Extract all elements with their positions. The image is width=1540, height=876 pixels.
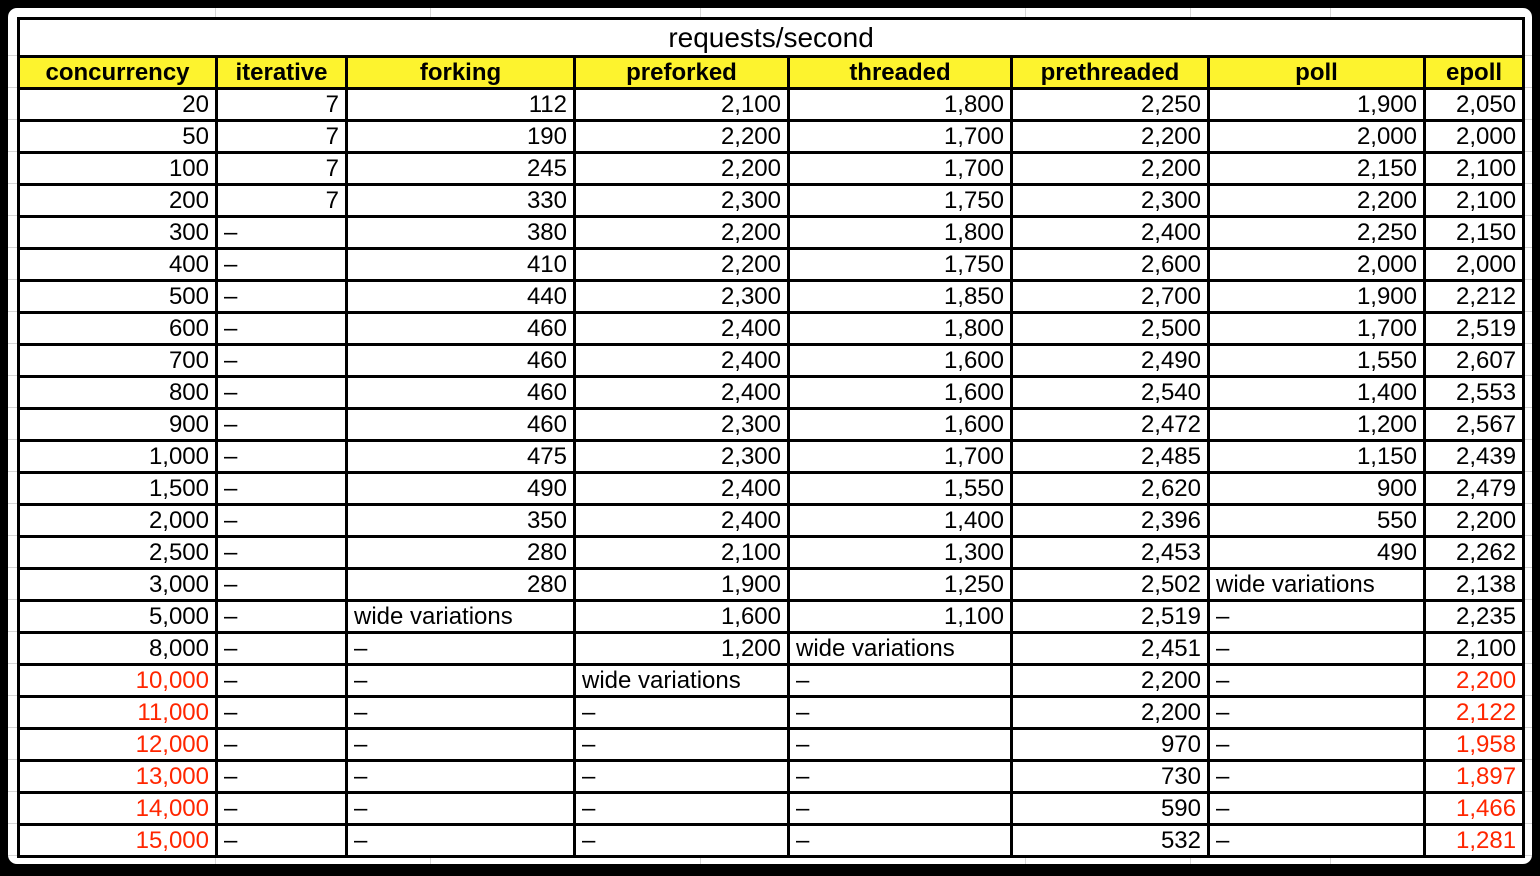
table-cell[interactable]: 2,100 [1425,153,1524,185]
table-cell[interactable]: 2,235 [1425,601,1524,633]
table-cell[interactable]: 2,000 [1209,121,1425,153]
table-cell[interactable]: 2,300 [575,185,789,217]
table-cell[interactable]: wide variations [1209,569,1425,601]
table-cell[interactable]: 5,000 [19,601,217,633]
spreadsheet-background [8,8,1532,864]
table-cell[interactable]: – [217,793,347,825]
table-cell[interactable]: 100 [19,153,217,185]
table-cell[interactable]: 2,200 [1209,185,1425,217]
table-cell[interactable]: 2,567 [1425,409,1524,441]
table-cell[interactable]: 2,485 [1012,441,1209,473]
table-cell[interactable]: 2,100 [575,89,789,121]
table-cell[interactable]: – [217,473,347,505]
table-cell[interactable]: 2,620 [1012,473,1209,505]
table-cell[interactable]: 2,000 [1425,121,1524,153]
table-cell[interactable]: 2,453 [1012,537,1209,569]
table-cell[interactable]: 2,200 [1012,121,1209,153]
table-cell[interactable]: 2,200 [1012,665,1209,697]
table-cell[interactable]: 7 [217,89,347,121]
table-cell[interactable]: 2,200 [575,153,789,185]
table-cell[interactable]: 112 [347,89,575,121]
table-cell[interactable]: – [217,633,347,665]
table-cell[interactable]: 2,300 [575,409,789,441]
table-cell[interactable]: 200 [19,185,217,217]
table-row [19,281,1524,313]
table-cell[interactable]: wide variations [789,633,1012,665]
table-cell[interactable]: – [347,665,575,697]
table-cell[interactable]: – [217,249,347,281]
table-cell[interactable]: 2,000 [1209,249,1425,281]
table-cell[interactable]: 2,200 [575,121,789,153]
table-cell[interactable]: 490 [347,473,575,505]
table-cell[interactable]: 13,000 [19,761,217,793]
table-row [19,377,1524,409]
table-cell[interactable]: 14,000 [19,793,217,825]
table-cell[interactable]: 2,138 [1425,569,1524,601]
table-cell[interactable]: 475 [347,441,575,473]
table-cell[interactable]: 2,607 [1425,345,1524,377]
table-cell[interactable]: 1,800 [789,313,1012,345]
table-cell[interactable]: 900 [1209,473,1425,505]
requests-table [17,17,1525,858]
table-cell[interactable]: 1,200 [575,633,789,665]
table-cell[interactable]: 20 [19,89,217,121]
table-row [19,185,1524,217]
table-cell[interactable]: – [789,825,1012,857]
table-cell[interactable]: 2,212 [1425,281,1524,313]
table-cell[interactable]: 2,519 [1012,601,1209,633]
table-row [19,89,1524,121]
table-cell[interactable]: 380 [347,217,575,249]
table-cell[interactable]: 2,472 [1012,409,1209,441]
table-row [19,601,1524,633]
column-header-epoll[interactable]: epoll [1425,57,1524,89]
table-row [19,793,1524,825]
table-cell[interactable]: 1,600 [789,409,1012,441]
table-cell[interactable]: 7 [217,153,347,185]
table-cell[interactable]: 2,300 [575,441,789,473]
table-cell[interactable]: 2,400 [575,505,789,537]
table-cell[interactable]: 460 [347,377,575,409]
table-cell[interactable]: 2,439 [1425,441,1524,473]
table-cell[interactable]: 1,200 [1209,409,1425,441]
table-cell[interactable]: – [1209,793,1425,825]
table-cell[interactable]: 460 [347,345,575,377]
table-cell[interactable]: 2,500 [1012,313,1209,345]
table-cell[interactable]: 1,900 [575,569,789,601]
table-cell[interactable]: 8,000 [19,633,217,665]
table-cell[interactable]: – [347,825,575,857]
table-row [19,121,1524,153]
table-cell[interactable]: – [217,345,347,377]
table-cell[interactable]: – [789,729,1012,761]
table-cell[interactable]: 2,000 [1425,249,1524,281]
table-cell[interactable]: – [575,697,789,729]
header-row [19,57,1524,89]
table-cell[interactable]: 2,100 [1425,633,1524,665]
column-header-prethreaded[interactable]: prethreaded [1012,57,1209,89]
table-cell[interactable]: 3,000 [19,569,217,601]
table-cell[interactable]: – [217,217,347,249]
table-cell[interactable]: – [789,697,1012,729]
table-row [19,633,1524,665]
table-cell[interactable]: – [217,377,347,409]
table-cell[interactable]: – [217,505,347,537]
table-cell[interactable]: 1,550 [1209,345,1425,377]
table-cell[interactable]: 1,700 [789,153,1012,185]
table-cell[interactable]: – [347,793,575,825]
table-cell[interactable]: – [575,793,789,825]
table-cell[interactable]: 1,000 [19,441,217,473]
table-cell[interactable]: wide variations [347,601,575,633]
table-cell[interactable]: 2,100 [575,537,789,569]
table-row [19,697,1524,729]
table-cell[interactable]: – [217,697,347,729]
table-cell[interactable]: 2,122 [1425,697,1524,729]
table-cell[interactable]: 2,200 [1012,697,1209,729]
table-cell[interactable]: 350 [347,505,575,537]
table-cell[interactable]: 1,750 [789,185,1012,217]
table-cell[interactable]: 12,000 [19,729,217,761]
table-cell[interactable]: 410 [347,249,575,281]
table-cell[interactable]: 1,800 [789,89,1012,121]
table-cell[interactable]: – [347,697,575,729]
table-cell[interactable]: 15,000 [19,825,217,857]
table-cell[interactable]: 490 [1209,537,1425,569]
table-cell[interactable]: 2,250 [1012,89,1209,121]
table-cell[interactable]: 2,300 [575,281,789,313]
table-cell[interactable]: – [217,441,347,473]
table-cell[interactable]: – [217,537,347,569]
table-cell[interactable]: 2,200 [1012,153,1209,185]
table-row [19,761,1524,793]
table-row [19,505,1524,537]
table-cell[interactable]: 2,400 [575,473,789,505]
table-cell[interactable]: 1,850 [789,281,1012,313]
table-cell[interactable]: 2,200 [575,217,789,249]
table-row [19,345,1524,377]
table-cell[interactable]: 2,479 [1425,473,1524,505]
table-cell[interactable]: 2,250 [1209,217,1425,249]
table-row [19,537,1524,569]
table-cell[interactable]: 730 [1012,761,1209,793]
column-header-forking[interactable]: forking [347,57,575,89]
table-cell[interactable]: – [217,601,347,633]
table-row [19,249,1524,281]
table-cell[interactable]: 1,600 [575,601,789,633]
table-cell[interactable]: 440 [347,281,575,313]
table-cell[interactable]: 1,700 [1209,313,1425,345]
table-cell[interactable]: 280 [347,569,575,601]
table-cell[interactable]: 2,300 [1012,185,1209,217]
table-cell[interactable]: 1,700 [789,441,1012,473]
table-cell[interactable]: 532 [1012,825,1209,857]
table-cell[interactable]: 2,200 [1425,505,1524,537]
table-row [19,153,1524,185]
table-cell[interactable]: 1,750 [789,249,1012,281]
table-cell[interactable]: – [347,729,575,761]
table-cell[interactable]: 1,300 [789,537,1012,569]
table-cell[interactable]: 1,700 [789,121,1012,153]
table-cell[interactable]: 1,250 [789,569,1012,601]
table-cell[interactable]: – [1209,601,1425,633]
table-cell[interactable]: 11,000 [19,697,217,729]
table-row [19,825,1524,857]
table-cell[interactable]: 900 [19,409,217,441]
table-row [19,569,1524,601]
table-cell[interactable]: 1,466 [1425,793,1524,825]
table-cell[interactable]: 190 [347,121,575,153]
table-cell[interactable]: – [217,409,347,441]
table-cell[interactable]: 590 [1012,793,1209,825]
table-cell[interactable]: 500 [19,281,217,313]
table-cell[interactable]: 1,600 [789,345,1012,377]
table-row [19,217,1524,249]
table-row [19,409,1524,441]
table-cell[interactable]: 330 [347,185,575,217]
table-cell[interactable]: 2,000 [19,505,217,537]
column-header-preforked[interactable]: preforked [575,57,789,89]
table-cell[interactable]: 245 [347,153,575,185]
table-cell[interactable]: 550 [1209,505,1425,537]
table-cell[interactable]: 970 [1012,729,1209,761]
table-cell[interactable]: – [1209,761,1425,793]
table-row [19,665,1524,697]
table-cell[interactable]: 2,050 [1425,89,1524,121]
table-cell[interactable]: 2,600 [1012,249,1209,281]
column-header-threaded[interactable]: threaded [789,57,1012,89]
table-cell[interactable]: – [575,729,789,761]
table-cell[interactable]: 600 [19,313,217,345]
table-cell[interactable]: – [217,729,347,761]
table-cell[interactable]: 2,451 [1012,633,1209,665]
table-row [19,729,1524,761]
table-cell[interactable]: – [575,761,789,793]
table-row [19,313,1524,345]
table-cell[interactable]: 1,550 [789,473,1012,505]
table-cell[interactable]: – [1209,697,1425,729]
table-cell[interactable]: 1,897 [1425,761,1524,793]
table-cell[interactable]: 1,150 [1209,441,1425,473]
table-cell[interactable]: – [217,313,347,345]
table-cell[interactable]: – [217,569,347,601]
table-cell[interactable]: – [789,665,1012,697]
table-cell[interactable]: 280 [347,537,575,569]
table-cell[interactable]: – [217,281,347,313]
table-cell[interactable]: 10,000 [19,665,217,697]
column-header-concurrency[interactable]: concurrency [19,57,217,89]
table-cell[interactable]: 2,400 [1012,217,1209,249]
table-cell[interactable]: 2,490 [1012,345,1209,377]
table-cell[interactable]: 1,100 [789,601,1012,633]
table-cell[interactable]: 460 [347,313,575,345]
table-cell[interactable]: – [1209,729,1425,761]
title-row [19,19,1524,57]
table-cell[interactable]: 2,500 [19,537,217,569]
table-cell[interactable]: 2,100 [1425,185,1524,217]
table-cell[interactable]: – [217,825,347,857]
table-cell[interactable]: 2,519 [1425,313,1524,345]
table-cell[interactable]: 50 [19,121,217,153]
table-body [19,89,1524,857]
table-cell[interactable]: 2,150 [1209,153,1425,185]
table-cell[interactable]: – [217,761,347,793]
table-cell[interactable]: – [1209,633,1425,665]
table-cell[interactable]: – [1209,825,1425,857]
table-cell[interactable]: 1,400 [789,505,1012,537]
table-cell[interactable]: – [347,633,575,665]
table-cell[interactable]: – [1209,665,1425,697]
table-cell[interactable]: 2,400 [575,377,789,409]
table-cell[interactable]: wide variations [575,665,789,697]
table-cell[interactable]: 1,900 [1209,281,1425,313]
table-cell[interactable]: – [347,761,575,793]
table-cell[interactable]: 1,500 [19,473,217,505]
table-cell[interactable]: 400 [19,249,217,281]
table-cell[interactable]: 2,700 [1012,281,1209,313]
table-cell[interactable]: 2,502 [1012,569,1209,601]
table-cell[interactable]: 700 [19,345,217,377]
table-cell[interactable]: 1,400 [1209,377,1425,409]
table-cell[interactable]: 300 [19,217,217,249]
table-cell[interactable]: 2,540 [1012,377,1209,409]
table-cell[interactable]: 2,553 [1425,377,1524,409]
table-title[interactable]: requests/second [19,19,1524,57]
table-cell[interactable]: 1,800 [789,217,1012,249]
table-cell[interactable]: 1,600 [789,377,1012,409]
table-cell[interactable]: 7 [217,121,347,153]
table-row [19,441,1524,473]
table-cell[interactable]: 2,400 [575,345,789,377]
table-cell[interactable]: 800 [19,377,217,409]
table-cell[interactable]: 1,281 [1425,825,1524,857]
table-cell[interactable]: – [217,665,347,697]
table-cell[interactable]: 2,150 [1425,217,1524,249]
table-cell[interactable]: 2,200 [575,249,789,281]
table-cell[interactable]: 460 [347,409,575,441]
column-header-poll[interactable]: poll [1209,57,1425,89]
table-row [19,473,1524,505]
column-header-iterative[interactable]: iterative [217,57,347,89]
table-cell[interactable]: 1,900 [1209,89,1425,121]
table-cell[interactable]: 7 [217,185,347,217]
table-cell[interactable]: – [789,793,1012,825]
table-cell[interactable]: 2,400 [575,313,789,345]
table-cell[interactable]: 2,262 [1425,537,1524,569]
table-cell[interactable]: – [575,825,789,857]
table-cell[interactable]: 2,396 [1012,505,1209,537]
table-cell[interactable]: – [789,761,1012,793]
table-cell[interactable]: 1,958 [1425,729,1524,761]
table-cell[interactable]: 2,200 [1425,665,1524,697]
